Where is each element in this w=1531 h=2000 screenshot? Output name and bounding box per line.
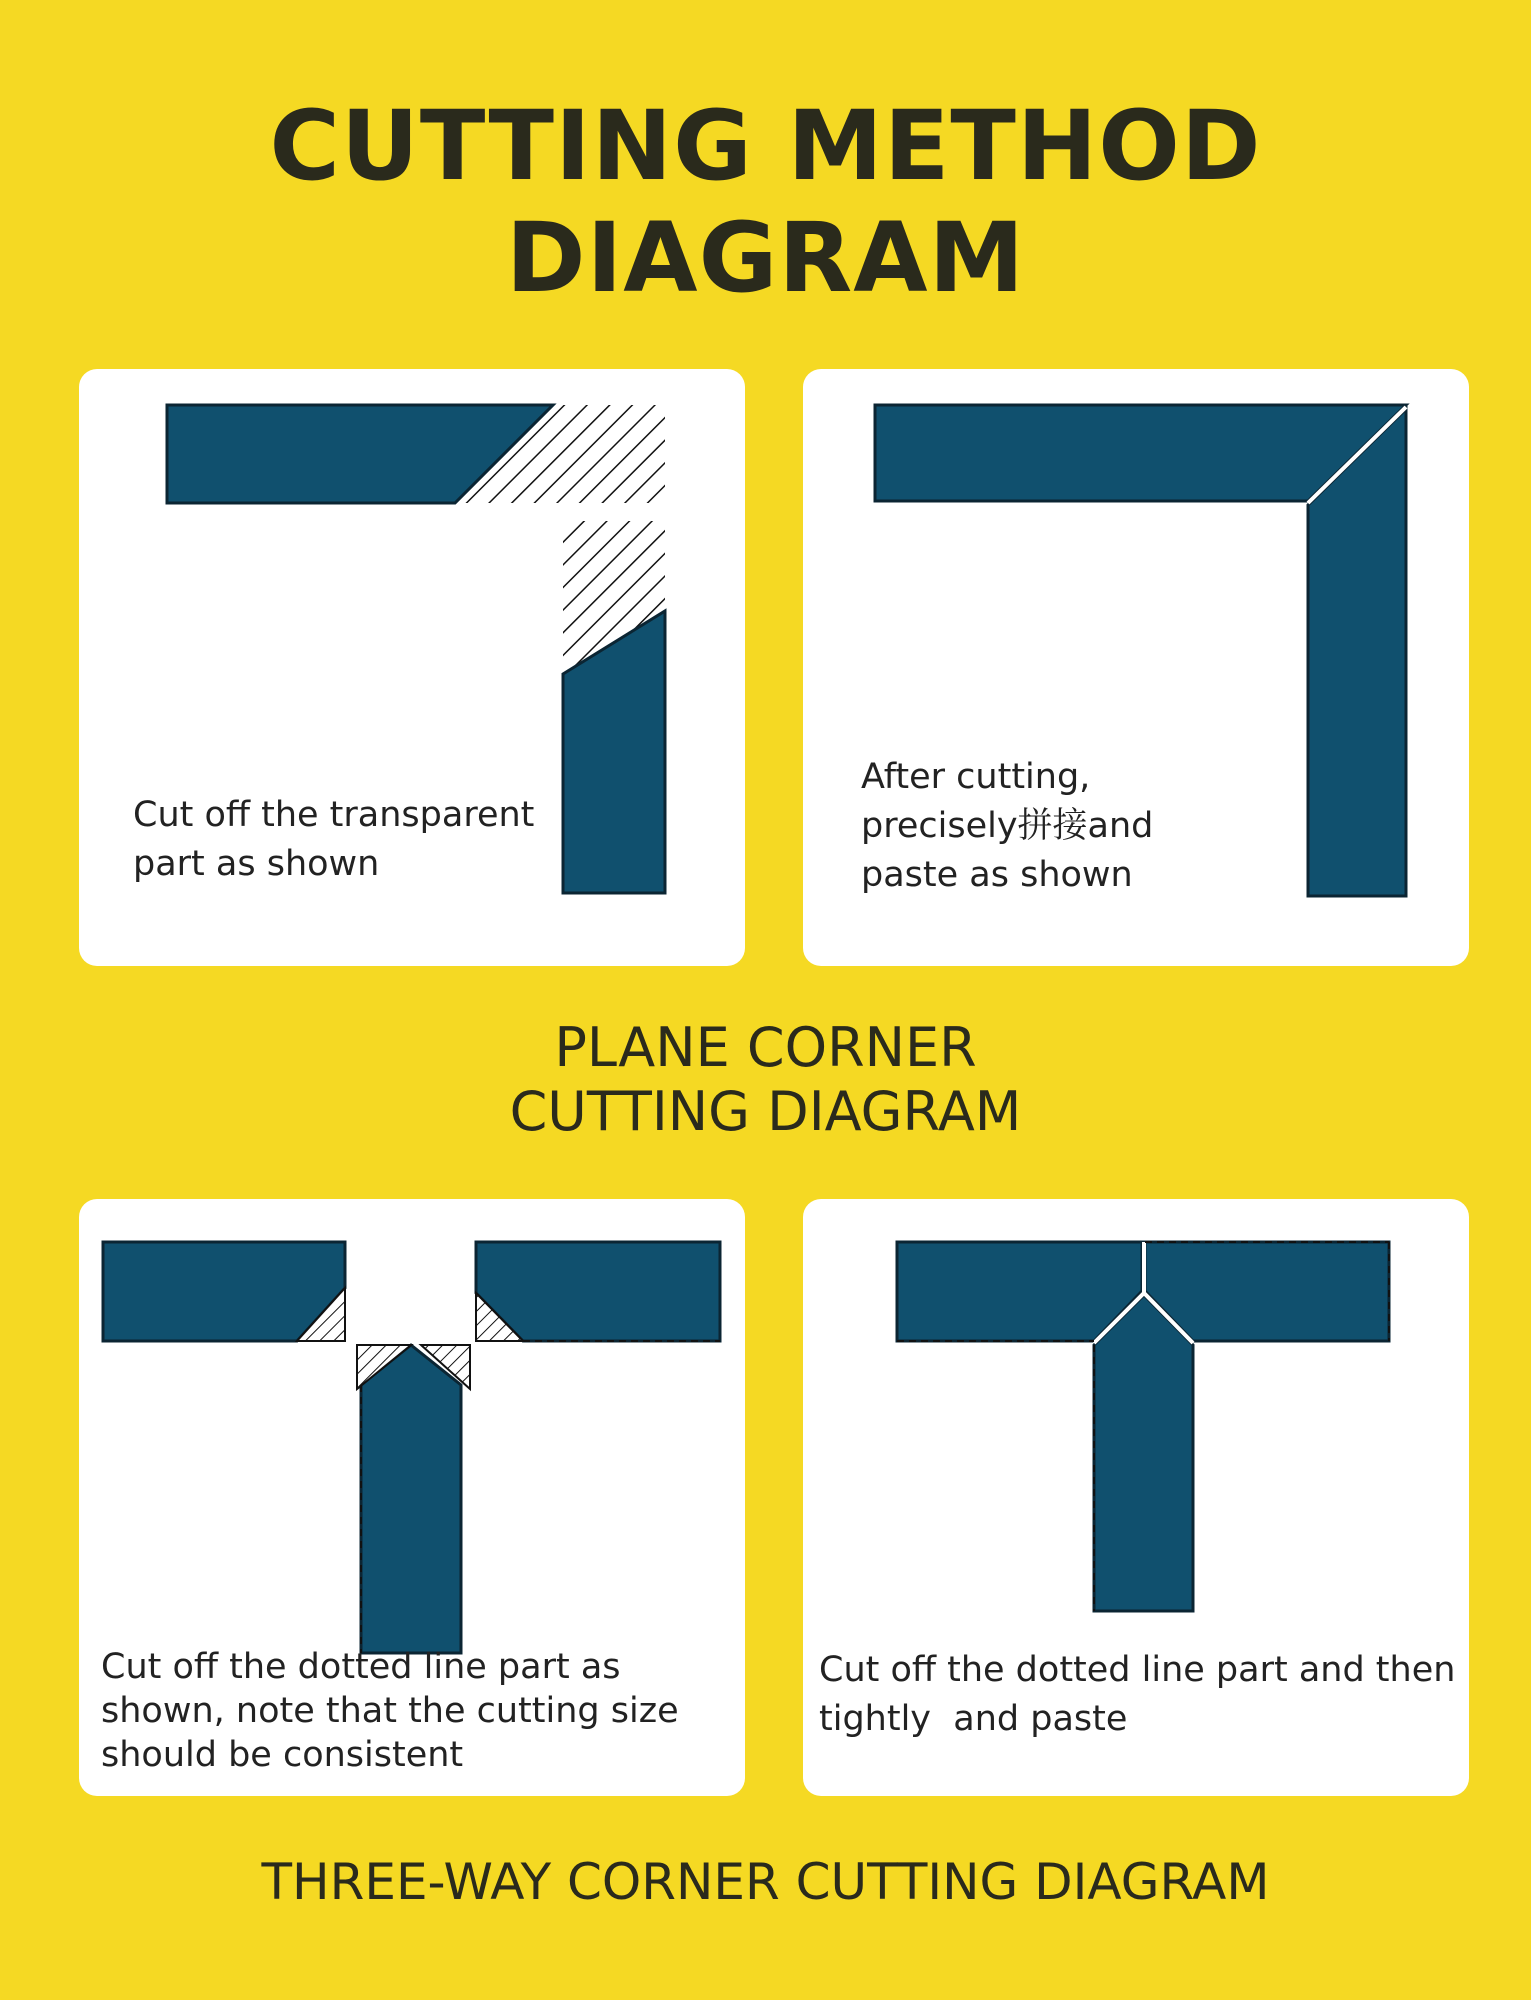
caption-line: Cut off the transparent [133, 795, 535, 835]
section-label-line-1: PLANE CORNER [554, 1016, 977, 1079]
vertical-strip [1094, 1295, 1193, 1611]
plane-corner-after-caption [861, 753, 1153, 900]
caption-line: part as shown [133, 844, 380, 884]
right-horizontal-strip [1145, 1242, 1389, 1341]
left-horizontal-strip [897, 1242, 1142, 1341]
caption-line: Cut off the dotted line part and then [819, 1650, 1456, 1690]
three-way-before-caption [101, 1645, 679, 1777]
section-label-line-2: CUTTING DIAGRAM [509, 1080, 1022, 1143]
caption-line: Cut off the dotted line part as [101, 1647, 621, 1687]
plane-corner-after-panel [803, 369, 1469, 966]
three-way-section-label [0, 1850, 1531, 1914]
title-line-1: CUTTING METHOD [269, 90, 1262, 202]
caption-line: shown, note that the cutting size [101, 1691, 679, 1731]
three-way-before-panel [79, 1199, 745, 1796]
caption-line: tightly and paste [819, 1699, 1128, 1739]
title-line-2: DIAGRAM [505, 202, 1026, 314]
caption-line: paste as shown [861, 855, 1133, 895]
three-way-after-caption [819, 1646, 1455, 1744]
caption-line: After cutting, [861, 757, 1091, 797]
caption-line: precisely拼接and [861, 806, 1154, 846]
caption-line: should be consistent [101, 1735, 464, 1775]
page-title [0, 90, 1531, 314]
plane-corner-before-caption [133, 791, 534, 889]
right-horizontal-strip [476, 1242, 720, 1341]
left-horizontal-strip [103, 1242, 345, 1341]
section-label-text: THREE-WAY CORNER CUTTING DIAGRAM [261, 1853, 1270, 1911]
vertical-strip [361, 1345, 461, 1653]
plane-corner-section-label [0, 1016, 1531, 1144]
plane-corner-before-panel [79, 369, 745, 966]
three-way-after-panel [803, 1199, 1469, 1796]
